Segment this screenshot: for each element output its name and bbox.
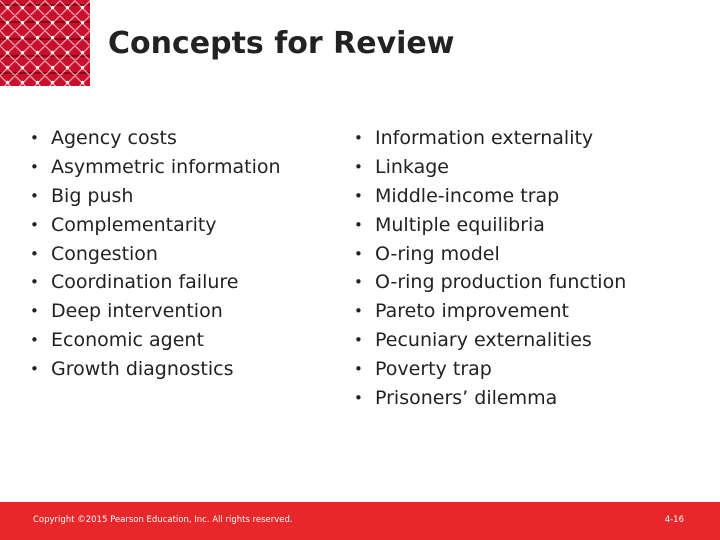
concept-list-item [354,182,626,211]
concept-label: Economic agent [51,329,204,352]
bullet-icon: • [30,129,39,147]
bullet-icon: • [30,186,39,205]
bullet-icon: • [354,244,363,263]
bullet-icon: • [30,302,39,321]
footer-bar [0,502,720,540]
concept-list-item [30,182,281,211]
bullet-icon: • [354,273,363,292]
concept-label: Deep intervention [51,300,223,323]
concept-label: Agency costs [51,127,177,149]
bullet-icon: • [354,331,363,350]
concepts-list-left [30,124,281,384]
bullet-icon: • [354,360,363,379]
bullet-icon: • [30,331,39,350]
concept-label: Congestion [51,242,158,265]
concept-label: Asymmetric information [51,155,281,178]
concept-list-item [30,355,281,384]
bullet-icon: • [354,186,363,205]
concept-label: Complementarity [51,213,217,236]
bullet-icon: • [30,157,39,176]
concept-list-item [30,240,281,269]
bullet-icon: • [30,215,39,234]
concept-list-item [354,355,626,384]
concept-label: Middle-income trap [375,184,560,207]
concept-list-item [354,326,626,355]
concept-label: Big push [51,184,134,207]
bullet-icon: • [354,302,363,321]
slide-title: Concepts for Review [108,26,455,61]
concept-label: Prisoners’ dilemma [375,387,558,410]
page-number: 4-16 [664,515,684,525]
concept-label: Information externality [375,127,594,149]
concept-label: Coordination failure [51,271,239,294]
concept-label: Multiple equilibria [375,213,545,236]
concept-list-item [354,211,626,240]
copyright-notice: Copyright ©2015 Pearson Education, Inc. All rights reserved. [33,515,293,525]
concept-label: Poverty trap [375,358,492,381]
concept-list-item [354,153,626,182]
concept-list-item [354,384,626,413]
bullet-icon: • [354,215,363,234]
concept-list-item [30,297,281,326]
bullet-icon: • [30,273,39,292]
concept-label: Pecuniary externalities [375,329,592,352]
concept-list-item [30,211,281,240]
concept-list-item [354,124,626,153]
concepts-list-right [354,124,626,413]
concept-list-item [30,124,281,153]
concept-label: Pareto improvement [375,300,569,323]
bullet-icon: • [30,360,39,379]
concept-list-item [30,326,281,355]
concept-list-item [30,153,281,182]
concept-label: O-ring model [375,242,500,265]
concept-label: Linkage [375,155,449,178]
concept-list-item [354,297,626,326]
bullet-icon: • [354,129,363,147]
bullet-icon: • [354,157,363,176]
concept-list-item [354,268,626,297]
decorative-pattern-banner [0,0,90,86]
concept-list-item [354,240,626,269]
bullet-icon: • [30,244,39,263]
concept-label: O-ring production function [375,271,627,294]
bullet-icon: • [354,389,363,408]
concept-list-item [30,268,281,297]
concept-label: Growth diagnostics [51,358,234,381]
